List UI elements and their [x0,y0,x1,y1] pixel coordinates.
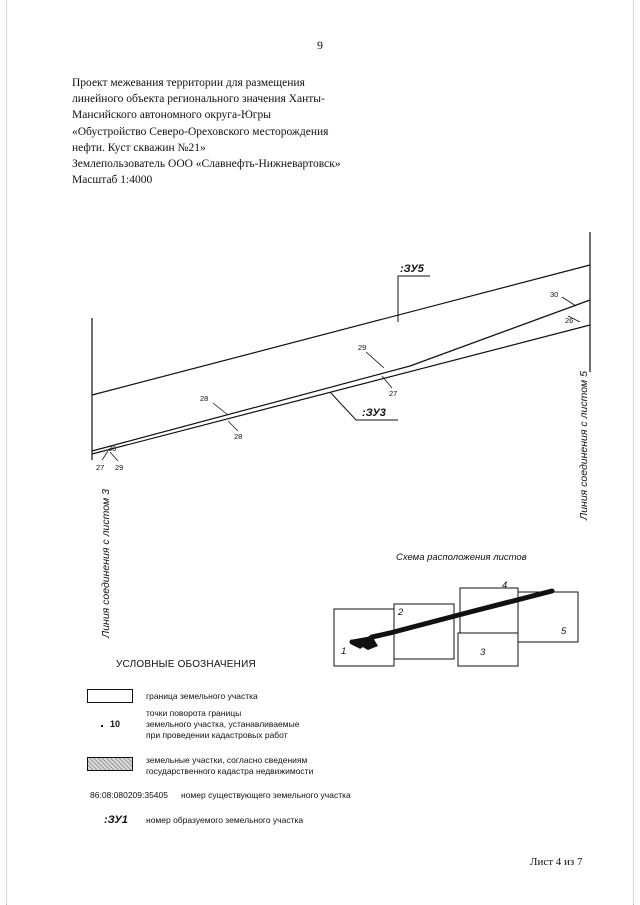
point-29-left-label: 29 [115,463,124,472]
legend-existing-number-text: номер существующего земельного участка [181,790,351,800]
legend-new-number-text: номер образуемого земельного участка [146,815,304,825]
legend-point-number: 10 [110,719,121,729]
scale-line: Масштаб 1:4000 [72,174,153,187]
sheet-scheme [334,588,578,666]
point-36-label: 36 [108,444,117,453]
title-line: Мансийского автономного округа-Югры [72,109,271,122]
legend-boundary-swatch [87,689,133,703]
scheme-route-line [352,591,552,646]
legend-point-dot [101,725,103,727]
point-27-label: 27 [389,389,398,398]
scheme-sheet-3 [458,633,518,666]
legend-cadastre-text-line: государственного кадастра недвижимости [146,766,314,776]
zu5-label: :ЗУ5 [400,263,424,275]
scheme-title: Схема расположения листов [396,552,527,563]
scheme-sheet-2-number: 2 [398,607,404,618]
point-28-lower-leader [228,421,238,431]
point-29-left-leader [110,452,118,461]
legend-cadastre-text-line: земельные участки, согласно сведениям [146,755,308,765]
land-user-line: Землепользователь ООО «Славнефть-Нижневартовск» [72,158,341,171]
point-28-lower-label: 28 [234,432,243,441]
zu5-leader [398,276,430,322]
legend-new-number-sample: :ЗУ1 [104,814,128,826]
point-27-left-label: 27 [96,463,105,472]
sheet-footer: Лист 4 из 7 [530,856,583,868]
scheme-sheet-1-number: 1 [341,646,347,657]
page-number: 9 [317,38,323,52]
zu5-upper-boundary [92,265,590,395]
scheme-sheet-4-number: 4 [502,580,508,591]
legend-cadastre-text [146,755,313,777]
point-29-label: 29 [358,343,367,352]
point-30-leader [562,297,576,306]
point-30-label: 30 [550,290,559,299]
point-26-label: 26 [565,316,574,325]
point-29-leader [366,352,384,368]
title-line: Проект межевания территории для размещения [72,77,305,89]
legend-boundary-text: граница земельного участка [146,691,258,701]
point-28-label: 28 [200,394,209,403]
legend-point-text-line: земельного участка, устанавливаемые [146,719,300,729]
scheme-sheet-3-number: 3 [480,647,486,658]
legend-point-text [146,708,299,741]
sheet-3-connection-label: Линия соединения с листом 3 [100,489,112,638]
legend-title: УСЛОВНЫЕ ОБОЗНАЧЕНИЯ [116,659,256,670]
point-28-leader [213,403,228,415]
title-line: нефти. Куст скважин №21» [72,141,206,154]
title-line: линейного объекта регионального значения Ханты- [72,93,325,106]
scheme-sheet-5-number: 5 [561,626,567,637]
title-line: «Обустройство Северо-Ореховского месторождения [72,125,329,138]
sheet-5-connection-label: Линия соединения с листом 5 [578,371,590,520]
legend-point-text-line: при проведении кадастровых работ [146,730,288,740]
zu3-label: :ЗУ3 [362,407,386,419]
legend-existing-number-sample: 86:08:080209:35405 [90,790,168,800]
legend-cadastre-swatch [87,757,133,771]
legend-point-text-line: точки поворота границы [146,708,242,718]
zu3-lower-boundary [92,325,590,454]
